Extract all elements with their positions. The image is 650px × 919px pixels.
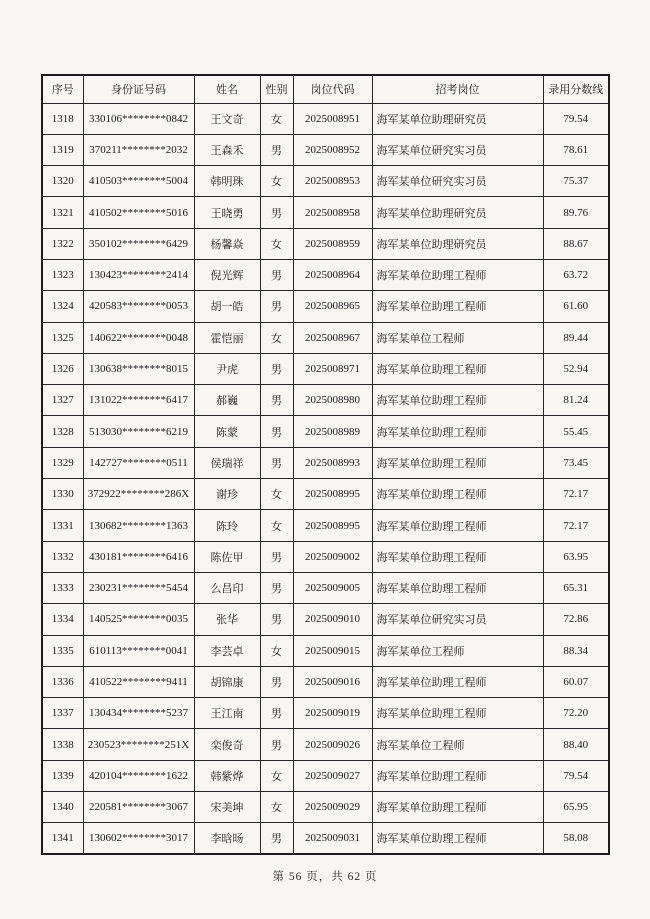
cell-gender: 女 — [260, 228, 293, 259]
table-row — [42, 291, 609, 322]
cell-seq: 1335 — [42, 635, 83, 666]
cell-name: 郝巍 — [194, 385, 260, 416]
cell-score: 89.76 — [543, 197, 609, 228]
cell-id-number: 131022********6417 — [83, 385, 194, 416]
cell-id-number: 410502********5016 — [83, 197, 194, 228]
cell-gender: 男 — [260, 729, 293, 760]
cell-name: 谢珍 — [194, 479, 260, 510]
cell-job-code: 2025009031 — [293, 823, 372, 854]
table-row — [42, 166, 609, 197]
cell-gender: 男 — [260, 823, 293, 854]
cell-seq: 1338 — [42, 729, 83, 760]
cell-score: 60.07 — [543, 666, 609, 697]
header-gender: 性别 — [260, 75, 293, 103]
cell-gender: 男 — [260, 541, 293, 572]
cell-name: 韩明珠 — [194, 166, 260, 197]
cell-job-title: 海军某单位助理工程师 — [372, 447, 543, 478]
cell-job-title: 海军某单位助理研究员 — [372, 197, 543, 228]
cell-job-title: 海军某单位研究实习员 — [372, 604, 543, 635]
cell-name: 么昌印 — [194, 572, 260, 603]
table-row — [42, 385, 609, 416]
cell-name: 李晗旸 — [194, 823, 260, 854]
cell-score: 81.24 — [543, 385, 609, 416]
cell-gender: 男 — [260, 259, 293, 290]
cell-seq: 1328 — [42, 416, 83, 447]
cell-seq: 1333 — [42, 572, 83, 603]
cell-job-title: 海军某单位工程师 — [372, 322, 543, 353]
cell-score: 73.45 — [543, 447, 609, 478]
cell-seq: 1326 — [42, 353, 83, 384]
cell-job-code: 2025008952 — [293, 134, 372, 165]
cell-score: 79.54 — [543, 760, 609, 791]
cell-gender: 男 — [260, 197, 293, 228]
header-job-code: 岗位代码 — [293, 75, 372, 103]
cell-gender: 女 — [260, 792, 293, 823]
cell-job-code: 2025008971 — [293, 353, 372, 384]
cell-job-title: 海军某单位助理工程师 — [372, 760, 543, 791]
cell-seq: 1337 — [42, 698, 83, 729]
table-row — [42, 103, 609, 134]
cell-name: 倪光辉 — [194, 259, 260, 290]
cell-job-title: 海军某单位助理工程师 — [372, 510, 543, 541]
cell-gender: 男 — [260, 604, 293, 635]
cell-score: 58.08 — [543, 823, 609, 854]
cell-job-title: 海军某单位工程师 — [372, 729, 543, 760]
page-number: 第 56 页，共 62 页 — [272, 871, 378, 883]
cell-name: 王晓勇 — [194, 197, 260, 228]
table-row — [42, 416, 609, 447]
cell-id-number: 370211********2032 — [83, 134, 194, 165]
cell-gender: 男 — [260, 666, 293, 697]
table-row — [42, 510, 609, 541]
cell-score: 52.94 — [543, 353, 609, 384]
table-row — [42, 729, 609, 760]
cell-job-title: 海军某单位研究实习员 — [372, 134, 543, 165]
cell-score: 61.60 — [543, 291, 609, 322]
cell-job-code: 2025008995 — [293, 510, 372, 541]
cell-job-title: 海军某单位助理研究员 — [372, 228, 543, 259]
cell-job-code: 2025009005 — [293, 572, 372, 603]
cell-gender: 女 — [260, 479, 293, 510]
cell-seq: 1321 — [42, 197, 83, 228]
cell-job-code: 2025009026 — [293, 729, 372, 760]
cell-job-code: 2025009027 — [293, 760, 372, 791]
cell-id-number: 330106********0842 — [83, 103, 194, 134]
cell-score: 79.54 — [543, 103, 609, 134]
table-row — [42, 479, 609, 510]
cell-name: 宋美坤 — [194, 792, 260, 823]
cell-id-number: 350102********6429 — [83, 228, 194, 259]
table-row — [42, 666, 609, 697]
cell-seq: 1330 — [42, 479, 83, 510]
header-score: 录用分数线 — [543, 75, 609, 103]
cell-job-code: 2025008953 — [293, 166, 372, 197]
cell-job-code: 2025009010 — [293, 604, 372, 635]
cell-seq: 1318 — [42, 103, 83, 134]
table-row — [42, 322, 609, 353]
cell-name: 王江南 — [194, 698, 260, 729]
cell-job-code: 2025009002 — [293, 541, 372, 572]
table-row — [42, 447, 609, 478]
cell-job-title: 海军某单位助理工程师 — [372, 792, 543, 823]
table-body — [42, 103, 609, 854]
cell-name: 陈佐甲 — [194, 541, 260, 572]
cell-job-title: 海军某单位助理工程师 — [372, 385, 543, 416]
cell-id-number: 610113********0041 — [83, 635, 194, 666]
cell-job-code: 2025008995 — [293, 479, 372, 510]
cell-score: 63.95 — [543, 541, 609, 572]
cell-job-code: 2025008951 — [293, 103, 372, 134]
cell-id-number: 410503********5004 — [83, 166, 194, 197]
header-name: 姓名 — [194, 75, 260, 103]
cell-job-title: 海军某单位助理工程师 — [372, 353, 543, 384]
cell-id-number: 140622********0048 — [83, 322, 194, 353]
cell-job-code: 2025008967 — [293, 322, 372, 353]
cell-gender: 男 — [260, 134, 293, 165]
cell-job-title: 海军某单位助理工程师 — [372, 541, 543, 572]
cell-gender: 男 — [260, 291, 293, 322]
cell-job-title: 海军某单位助理工程师 — [372, 259, 543, 290]
cell-id-number: 130682********1363 — [83, 510, 194, 541]
cell-gender: 男 — [260, 447, 293, 478]
cell-gender: 男 — [260, 698, 293, 729]
cell-id-number: 430181********6416 — [83, 541, 194, 572]
cell-name: 王森禾 — [194, 134, 260, 165]
cell-job-title: 海军某单位助理工程师 — [372, 572, 543, 603]
cell-score: 88.34 — [543, 635, 609, 666]
cell-gender: 男 — [260, 353, 293, 384]
table-row — [42, 134, 609, 165]
cell-name: 王文奇 — [194, 103, 260, 134]
cell-gender: 男 — [260, 385, 293, 416]
cell-score: 78.61 — [543, 134, 609, 165]
cell-name: 胡锦康 — [194, 666, 260, 697]
cell-seq: 1336 — [42, 666, 83, 697]
cell-gender: 女 — [260, 510, 293, 541]
cell-name: 胡一皓 — [194, 291, 260, 322]
cell-name: 霍恺丽 — [194, 322, 260, 353]
cell-seq: 1341 — [42, 823, 83, 854]
cell-gender: 男 — [260, 572, 293, 603]
cell-seq: 1319 — [42, 134, 83, 165]
cell-name: 张华 — [194, 604, 260, 635]
cell-job-code: 2025009029 — [293, 792, 372, 823]
cell-seq: 1331 — [42, 510, 83, 541]
table-row — [42, 572, 609, 603]
cell-name: 陈玲 — [194, 510, 260, 541]
cell-job-title: 海军某单位助理工程师 — [372, 666, 543, 697]
table-row — [42, 635, 609, 666]
cell-seq: 1324 — [42, 291, 83, 322]
cell-seq: 1327 — [42, 385, 83, 416]
cell-id-number: 230523********251X — [83, 729, 194, 760]
table-row — [42, 259, 609, 290]
cell-gender: 男 — [260, 416, 293, 447]
cell-score: 89.44 — [543, 322, 609, 353]
header-job-title: 招考岗位 — [372, 75, 543, 103]
cell-id-number: 372922********286X — [83, 479, 194, 510]
cell-job-code: 2025008965 — [293, 291, 372, 322]
cell-job-code: 2025008989 — [293, 416, 372, 447]
cell-job-title: 海军某单位助理工程师 — [372, 479, 543, 510]
cell-seq: 1334 — [42, 604, 83, 635]
cell-score: 72.17 — [543, 510, 609, 541]
cell-name: 杨馨焱 — [194, 228, 260, 259]
header-row — [42, 75, 609, 103]
cell-gender: 女 — [260, 103, 293, 134]
cell-score: 63.72 — [543, 259, 609, 290]
cell-id-number: 230231********5454 — [83, 572, 194, 603]
table-row — [42, 197, 609, 228]
cell-score: 72.17 — [543, 479, 609, 510]
cell-seq: 1323 — [42, 259, 83, 290]
cell-name: 韩紫烨 — [194, 760, 260, 791]
cell-job-title: 海军某单位助理工程师 — [372, 823, 543, 854]
table-row — [42, 228, 609, 259]
cell-job-code: 2025009015 — [293, 635, 372, 666]
cell-job-code: 2025008964 — [293, 259, 372, 290]
cell-score: 88.67 — [543, 228, 609, 259]
cell-gender: 女 — [260, 322, 293, 353]
cell-name: 陈蒙 — [194, 416, 260, 447]
cell-name: 李芸卓 — [194, 635, 260, 666]
cell-id-number: 130423********2414 — [83, 259, 194, 290]
header-id-number: 身份证号码 — [83, 75, 194, 103]
cell-seq: 1325 — [42, 322, 83, 353]
cell-id-number: 140525********0035 — [83, 604, 194, 635]
cell-id-number: 420583********0053 — [83, 291, 194, 322]
cell-name: 栾俊奇 — [194, 729, 260, 760]
cell-score: 65.95 — [543, 792, 609, 823]
cell-job-title: 海军某单位研究实习员 — [372, 166, 543, 197]
cell-seq: 1332 — [42, 541, 83, 572]
cell-id-number: 130638********8015 — [83, 353, 194, 384]
cell-job-title: 海军某单位助理工程师 — [372, 698, 543, 729]
cell-job-title: 海军某单位工程师 — [372, 635, 543, 666]
cell-job-code: 2025008980 — [293, 385, 372, 416]
cell-score: 65.31 — [543, 572, 609, 603]
table-row — [42, 760, 609, 791]
cell-id-number: 130602********3017 — [83, 823, 194, 854]
cell-name: 尹虎 — [194, 353, 260, 384]
cell-job-code: 2025009016 — [293, 666, 372, 697]
cell-id-number: 513030********6219 — [83, 416, 194, 447]
table-row — [42, 541, 609, 572]
table-row — [42, 823, 609, 854]
cell-id-number: 142727********0511 — [83, 447, 194, 478]
table-row — [42, 698, 609, 729]
header-seq: 序号 — [42, 75, 83, 103]
cell-score: 55.45 — [543, 416, 609, 447]
cell-seq: 1320 — [42, 166, 83, 197]
cell-job-title: 海军某单位助理工程师 — [372, 416, 543, 447]
table-row — [42, 792, 609, 823]
cell-score: 75.37 — [543, 166, 609, 197]
cell-score: 88.40 — [543, 729, 609, 760]
cell-job-code: 2025008958 — [293, 197, 372, 228]
cell-gender: 女 — [260, 166, 293, 197]
cell-id-number: 220581********3067 — [83, 792, 194, 823]
cell-seq: 1340 — [42, 792, 83, 823]
cell-gender: 女 — [260, 635, 293, 666]
recruitment-score-table — [41, 74, 610, 855]
cell-seq: 1329 — [42, 447, 83, 478]
cell-job-code: 2025009019 — [293, 698, 372, 729]
cell-job-code: 2025008959 — [293, 228, 372, 259]
cell-seq: 1339 — [42, 760, 83, 791]
cell-id-number: 420104********1622 — [83, 760, 194, 791]
cell-score: 72.86 — [543, 604, 609, 635]
cell-id-number: 130434********5237 — [83, 698, 194, 729]
cell-job-title: 海军某单位助理研究员 — [372, 103, 543, 134]
cell-name: 侯瑞祥 — [194, 447, 260, 478]
cell-job-title: 海军某单位助理工程师 — [372, 291, 543, 322]
cell-job-code: 2025008993 — [293, 447, 372, 478]
cell-score: 72.20 — [543, 698, 609, 729]
cell-gender: 女 — [260, 760, 293, 791]
cell-id-number: 410522********9411 — [83, 666, 194, 697]
table-row — [42, 604, 609, 635]
table-row — [42, 353, 609, 384]
cell-seq: 1322 — [42, 228, 83, 259]
